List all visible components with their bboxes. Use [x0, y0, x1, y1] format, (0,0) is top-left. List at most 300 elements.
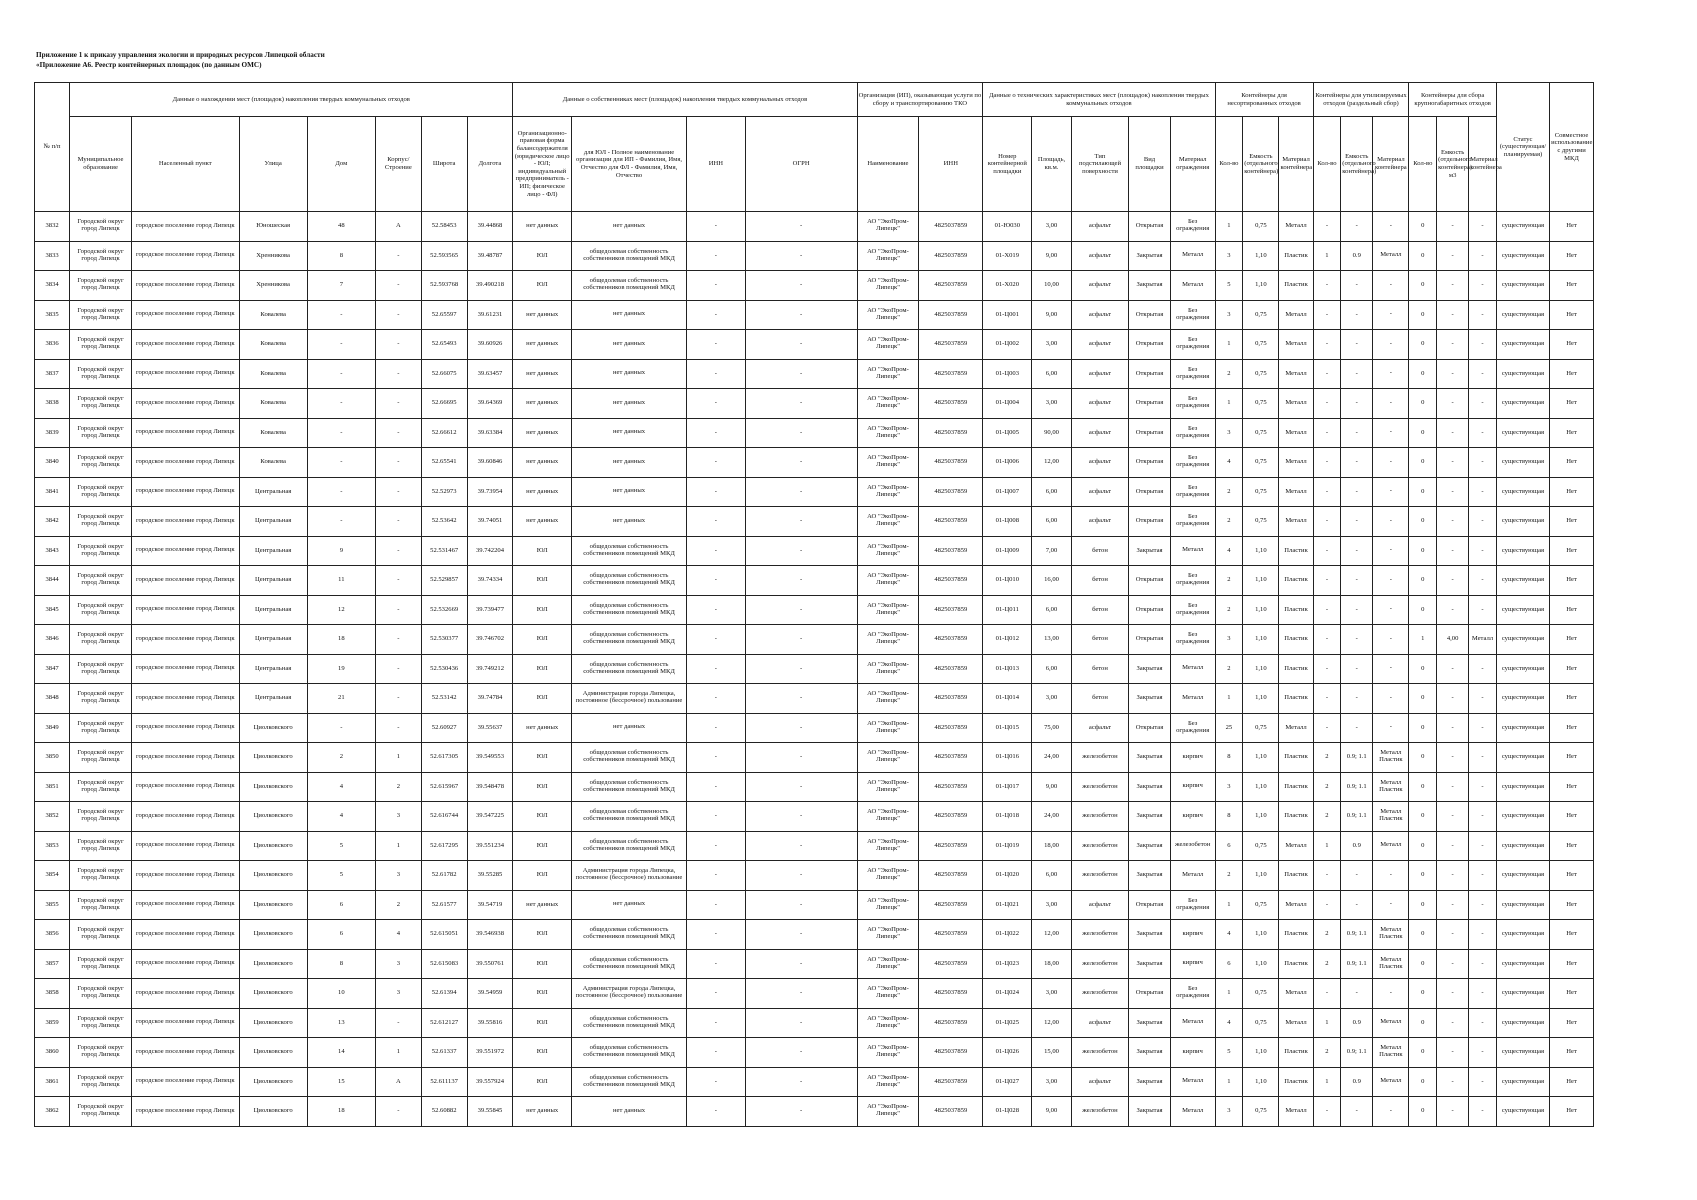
cell-text: нет данных [526, 340, 559, 348]
cell-cinn [919, 389, 983, 419]
cell-type [1129, 684, 1171, 714]
cell-text: 0 [1421, 871, 1425, 879]
cell-n [35, 979, 70, 1009]
cell-text: Городской округ город Липецк [77, 572, 124, 587]
cell-text: ЮЛ [536, 546, 548, 554]
cell-area [1032, 802, 1071, 832]
cell-ogrn [745, 654, 857, 684]
cell-shared [1550, 743, 1594, 773]
cell-ogrn [745, 1067, 857, 1097]
cell-text: 3,00 [1045, 399, 1058, 407]
cell-text: АО "ЭкоПром-Липецк" [867, 749, 909, 764]
cell-text: 0.9; 1.1 [1346, 812, 1367, 820]
cell-text: - [1451, 753, 1454, 761]
cell-inn [687, 212, 746, 242]
cell-v3 [1437, 890, 1469, 920]
cell-form [513, 949, 572, 979]
cell-text: - [714, 871, 717, 879]
cell-mo [70, 359, 132, 389]
cell-ogrn [745, 890, 857, 920]
cell-n [35, 507, 70, 537]
cell-cinn [919, 654, 983, 684]
cell-text: железобетон [1082, 930, 1118, 938]
cell-text: Металл [1182, 1018, 1204, 1026]
cell-type [1129, 625, 1171, 655]
cell-house [307, 1008, 375, 1038]
cell-text: Городской округ город Липецк [77, 306, 124, 321]
cell-area [1032, 271, 1071, 301]
cell-house [307, 418, 375, 448]
cell-house [307, 920, 375, 950]
cell-text: - [1389, 280, 1392, 288]
cell-text: - [1325, 546, 1329, 554]
cell-v1 [1243, 566, 1279, 596]
cell-m1 [1279, 566, 1313, 596]
cell-v1 [1243, 300, 1279, 330]
col-carrier-name: Наименование [857, 117, 919, 212]
cell-text: асфальт [1088, 487, 1112, 495]
cell-lon [467, 241, 513, 271]
cell-text: 48 [338, 222, 345, 230]
cell-text: Городской округ город Липецк [77, 1103, 124, 1118]
cell-text: 0,75 [1255, 487, 1267, 495]
cell-text: - [1481, 222, 1484, 230]
cell-q1 [1215, 1008, 1243, 1038]
cell-surf [1071, 536, 1129, 566]
cell-text: - [714, 723, 717, 731]
cell-fence [1170, 1097, 1215, 1127]
cell-q3 [1409, 1038, 1437, 1068]
cell-text: 52.61782 [431, 871, 457, 879]
cell-text: 5 [339, 871, 343, 879]
cell-carrier [857, 743, 919, 773]
cell-text: ЮЛ [536, 635, 548, 643]
cell-fence [1170, 507, 1215, 537]
cell-text: - [1389, 988, 1392, 996]
cell-text: Городской округ город Липецк [77, 1044, 124, 1059]
cell-text: Городской округ город Липецк [77, 690, 124, 705]
cell-lat [421, 241, 467, 271]
cell-text: асфальт [1088, 723, 1112, 731]
cell-text: 18 [338, 1107, 345, 1115]
cell-v3 [1437, 1038, 1469, 1068]
cell-text: 0.9; 1.1 [1346, 930, 1367, 938]
cell-text: 3858 [45, 989, 59, 997]
cell-shared [1550, 920, 1594, 950]
cell-text: - [340, 340, 343, 348]
cell-text: - [1481, 399, 1484, 407]
table-row [35, 595, 1594, 625]
cell-surf [1071, 684, 1129, 714]
cell-q3 [1409, 713, 1437, 743]
cell-house [307, 713, 375, 743]
cell-text: 3862 [45, 1107, 59, 1115]
cell-site [983, 713, 1032, 743]
cell-text: 0 [1421, 900, 1425, 908]
cell-text: ЮЛ [536, 694, 548, 702]
cell-text: Пластик [1284, 753, 1308, 761]
cell-text: - [1481, 546, 1484, 554]
cell-fence [1170, 949, 1215, 979]
cell-text: - [1481, 458, 1484, 466]
cell-text: - [1481, 281, 1484, 289]
cell-m1 [1279, 330, 1313, 360]
cell-type [1129, 389, 1171, 419]
cell-text: Металл Пластик [1379, 955, 1403, 970]
cell-lon [467, 979, 513, 1009]
cell-text: 01-Ц021 [995, 900, 1020, 908]
cell-form [513, 536, 572, 566]
cell-text: асфальт [1088, 281, 1112, 289]
cell-text: - [397, 340, 400, 348]
cell-q3 [1409, 684, 1437, 714]
cell-ogrn [745, 831, 857, 861]
cell-cinn [919, 271, 983, 301]
cell-cinn [919, 625, 983, 655]
cell-v3 [1437, 920, 1469, 950]
cell-street [239, 1067, 307, 1097]
cell-text: 52.615051 [430, 930, 459, 938]
cell-status [1496, 1097, 1549, 1127]
cell-lon [467, 300, 513, 330]
cell-carrier [857, 595, 919, 625]
cell-street [239, 1008, 307, 1038]
cell-lat [421, 536, 467, 566]
cell-street [239, 920, 307, 950]
cell-text: 1 [1325, 1077, 1329, 1085]
cell-v3 [1437, 772, 1469, 802]
cell-owner [572, 713, 687, 743]
group-recyclable: Контейнеры для утилизируемых отходов (раздельный сбор) [1313, 83, 1409, 117]
cell-text: 0.9; 1.1 [1346, 782, 1367, 790]
cell-q1 [1215, 330, 1243, 360]
cell-m3 [1469, 1097, 1497, 1127]
cell-q2 [1313, 861, 1341, 891]
cell-v2 [1341, 1038, 1373, 1068]
cell-shared [1550, 861, 1594, 891]
cell-text: - [1389, 221, 1392, 229]
cell-text: 3,00 [1045, 1077, 1058, 1085]
cell-text: 3849 [45, 723, 59, 731]
cell-lat [421, 477, 467, 507]
cell-text: - [1355, 635, 1358, 643]
cell-k [375, 713, 421, 743]
cell-shared [1550, 1008, 1594, 1038]
table-row [35, 654, 1594, 684]
cell-m1 [1279, 212, 1313, 242]
cell-owner [572, 477, 687, 507]
cell-text: общедолевая собственность собственников помещений МКД [583, 572, 675, 587]
cell-text: городское поселение город Липецк [135, 929, 235, 937]
cell-m3 [1469, 684, 1497, 714]
cell-text: общедолевая собственность собственников помещений МКД [583, 660, 675, 675]
cell-text: 3838 [45, 399, 59, 407]
cell-text: 39.490218 [475, 281, 504, 289]
cell-text: - [340, 310, 343, 318]
cell-q3 [1409, 477, 1437, 507]
cell-text: 8 [1227, 812, 1231, 820]
cell-house [307, 536, 375, 566]
cell-area [1032, 1038, 1071, 1068]
cell-lon [467, 536, 513, 566]
cell-ogrn [745, 507, 857, 537]
cell-form [513, 271, 572, 301]
cell-v3 [1437, 241, 1469, 271]
cell-text: Городской округ город Липецк [77, 955, 124, 970]
cell-text: 3856 [45, 930, 59, 938]
cell-text: 3833 [45, 251, 59, 259]
cell-text: 0,75 [1255, 369, 1267, 377]
cell-text: Городской округ город Липецк [77, 218, 124, 233]
cell-text: Закрытая [1136, 753, 1163, 761]
cell-m1 [1279, 595, 1313, 625]
cell-m3 [1469, 389, 1497, 419]
cell-v3 [1437, 359, 1469, 389]
cell-text: Без ограждения [1176, 513, 1210, 528]
cell-text: кирпич [1182, 929, 1203, 937]
cell-v2 [1341, 684, 1373, 714]
cell-m1 [1279, 949, 1313, 979]
cell-text: - [1481, 871, 1484, 879]
cell-text: 9,00 [1045, 310, 1058, 318]
cell-fence [1170, 890, 1215, 920]
cell-lon [467, 389, 513, 419]
cell-text: - [1481, 517, 1484, 525]
cell-text: АО "ЭкоПром-Липецк" [867, 365, 909, 380]
cell-text: - [1481, 694, 1484, 702]
cell-text: - [1481, 251, 1484, 259]
cell-carrier [857, 389, 919, 419]
cell-np [131, 1038, 239, 1068]
cell-text: 0 [1421, 782, 1425, 790]
cell-site [983, 772, 1032, 802]
cell-ogrn [745, 949, 857, 979]
cell-text: 1,10 [1255, 812, 1267, 820]
cell-q1 [1215, 389, 1243, 419]
cell-k [375, 477, 421, 507]
cell-text: городское поселение город Липецк [135, 546, 235, 554]
cell-text: АО "ЭкоПром-Липецк" [867, 395, 909, 410]
cell-text: 4825037859 [934, 1048, 968, 1056]
cell-text: 12 [338, 605, 345, 613]
cell-text: - [1481, 753, 1484, 761]
cell-form [513, 802, 572, 832]
col-qty3: Кол-во [1409, 117, 1437, 212]
cell-text: 52.61577 [431, 900, 457, 908]
cell-q3 [1409, 595, 1437, 625]
cell-text: бетон [1092, 664, 1108, 672]
cell-owner [572, 359, 687, 389]
cell-text: городское поселение город Липецк [135, 988, 235, 996]
group-unsorted: Контейнеры для несортированных отходов [1215, 83, 1313, 117]
cell-text: 1,10 [1255, 605, 1267, 613]
cell-text: 9,00 [1045, 782, 1058, 790]
cell-text: Металл [1182, 870, 1204, 878]
cell-shared [1550, 241, 1594, 271]
cell-mo [70, 536, 132, 566]
cell-text: 0 [1421, 251, 1425, 259]
cell-form [513, 654, 572, 684]
cell-text: Городской округ город Липецк [77, 513, 124, 528]
cell-site [983, 300, 1032, 330]
cell-text: Пластик [1284, 251, 1308, 259]
cell-lon [467, 625, 513, 655]
cell-text: 4 [1227, 930, 1231, 938]
cell-text: существующая [1501, 753, 1545, 761]
cell-street [239, 890, 307, 920]
cell-text: - [800, 723, 803, 731]
cell-text: 52.532669 [430, 605, 459, 613]
cell-text: - [1481, 959, 1484, 967]
cell-text: 01-Ц009 [995, 546, 1020, 554]
cell-area [1032, 625, 1071, 655]
cell-text: 1 [1325, 1018, 1329, 1026]
cell-text: 0 [1421, 1018, 1425, 1026]
cell-inn [687, 1008, 746, 1038]
cell-shared [1550, 271, 1594, 301]
col-owner-name: для ЮЛ - Полное наименование организации для ИП - Фамилия, Имя, Отчество для ФЛ - Фамилия, Имя, Отчество [572, 117, 687, 212]
cell-mo [70, 271, 132, 301]
cell-street [239, 566, 307, 596]
cell-inn [687, 271, 746, 301]
cell-text: АО "ЭкоПром-Липецк" [867, 306, 909, 321]
cell-text: - [1355, 1107, 1358, 1115]
cell-site [983, 1067, 1032, 1097]
cell-q2 [1313, 507, 1341, 537]
cell-v1 [1243, 271, 1279, 301]
cell-text: Открытая [1135, 605, 1164, 613]
cell-carrier [857, 802, 919, 832]
cell-text: - [1451, 841, 1454, 849]
cell-text: общедолевая собственность собственников помещений МКД [583, 837, 675, 852]
cell-text: 14 [338, 1048, 345, 1056]
cell-text: существующая [1501, 959, 1545, 967]
cell-type [1129, 1038, 1171, 1068]
cell-n [35, 861, 70, 891]
cell-text: 4825037859 [934, 959, 968, 967]
cell-text: - [1355, 428, 1358, 436]
cell-text: - [1389, 575, 1392, 583]
cell-site [983, 1008, 1032, 1038]
cell-inn [687, 772, 746, 802]
cell-v3 [1437, 566, 1469, 596]
cell-text: Центральная [255, 517, 292, 525]
cell-text: - [1325, 664, 1329, 672]
cell-site [983, 212, 1032, 242]
cell-text: 0,75 [1255, 1107, 1267, 1115]
cell-mo [70, 1038, 132, 1068]
cell-area [1032, 212, 1071, 242]
cell-cinn [919, 743, 983, 773]
cell-lat [421, 507, 467, 537]
cell-np [131, 477, 239, 507]
cell-ogrn [745, 595, 857, 625]
cell-text: Открытая [1135, 900, 1164, 908]
cell-text: 24,00 [1044, 812, 1059, 820]
cell-lat [421, 418, 467, 448]
cell-surf [1071, 831, 1129, 861]
cell-text: Нет [1566, 841, 1577, 849]
cell-text: 1,10 [1255, 871, 1267, 879]
cell-m3 [1469, 477, 1497, 507]
cell-text: 39.63457 [477, 369, 503, 377]
cell-lon [467, 418, 513, 448]
cell-house [307, 566, 375, 596]
cell-text: - [800, 959, 803, 967]
cell-text: - [714, 281, 717, 289]
cell-carrier [857, 418, 919, 448]
cell-street [239, 359, 307, 389]
cell-type [1129, 890, 1171, 920]
cell-text: - [714, 605, 717, 613]
cell-lon [467, 1008, 513, 1038]
cell-text: Закрытая [1136, 782, 1163, 790]
cell-q3 [1409, 802, 1437, 832]
cell-text: 39.557924 [475, 1077, 504, 1085]
cell-m1 [1279, 359, 1313, 389]
cell-v2 [1341, 713, 1373, 743]
cell-np [131, 566, 239, 596]
cell-text: АО "ЭкоПром-Липецк" [867, 690, 909, 705]
cell-street [239, 743, 307, 773]
cell-owner [572, 861, 687, 891]
cell-text: городское поселение город Липецк [135, 900, 235, 908]
cell-text: 4825037859 [934, 517, 968, 525]
cell-text: - [1325, 340, 1329, 348]
cell-text: - [800, 1107, 803, 1115]
cell-text: Металл Пластик [1379, 778, 1403, 793]
cell-cinn [919, 300, 983, 330]
cell-text: нет данных [613, 487, 646, 495]
cell-text: - [1325, 281, 1329, 289]
cell-text: 3 [396, 812, 400, 820]
cell-text: асфальт [1088, 310, 1112, 318]
cell-form [513, 743, 572, 773]
cell-fence [1170, 389, 1215, 419]
cell-text: 39.61231 [477, 310, 503, 318]
cell-text: 2 [1227, 369, 1231, 377]
cell-m3 [1469, 743, 1497, 773]
cell-v3 [1437, 595, 1469, 625]
cell-text: 2 [1227, 664, 1231, 672]
cell-text: 4825037859 [934, 340, 968, 348]
cell-text: 0.9; 1.1 [1346, 959, 1367, 967]
cell-lat [421, 890, 467, 920]
cell-text: - [1481, 1107, 1484, 1115]
cell-status [1496, 507, 1549, 537]
cell-v1 [1243, 359, 1279, 389]
cell-m2 [1373, 241, 1409, 271]
cell-k [375, 772, 421, 802]
cell-type [1129, 1067, 1171, 1097]
cell-text: 1,10 [1255, 251, 1267, 259]
cell-text: железобетон [1082, 871, 1118, 879]
cell-text: Нет [1566, 605, 1577, 613]
cell-site [983, 595, 1032, 625]
cell-q3 [1409, 743, 1437, 773]
cell-text: Металл Пластик [1379, 926, 1403, 941]
cell-inn [687, 389, 746, 419]
cell-text: 3 [396, 959, 400, 967]
cell-carrier [857, 271, 919, 301]
cell-v1 [1243, 861, 1279, 891]
cell-m3 [1469, 1008, 1497, 1038]
cell-m3 [1469, 330, 1497, 360]
cell-house [307, 241, 375, 271]
cell-carrier [857, 713, 919, 743]
cell-text: 39.547225 [475, 812, 504, 820]
cell-text: 0,75 [1255, 900, 1267, 908]
